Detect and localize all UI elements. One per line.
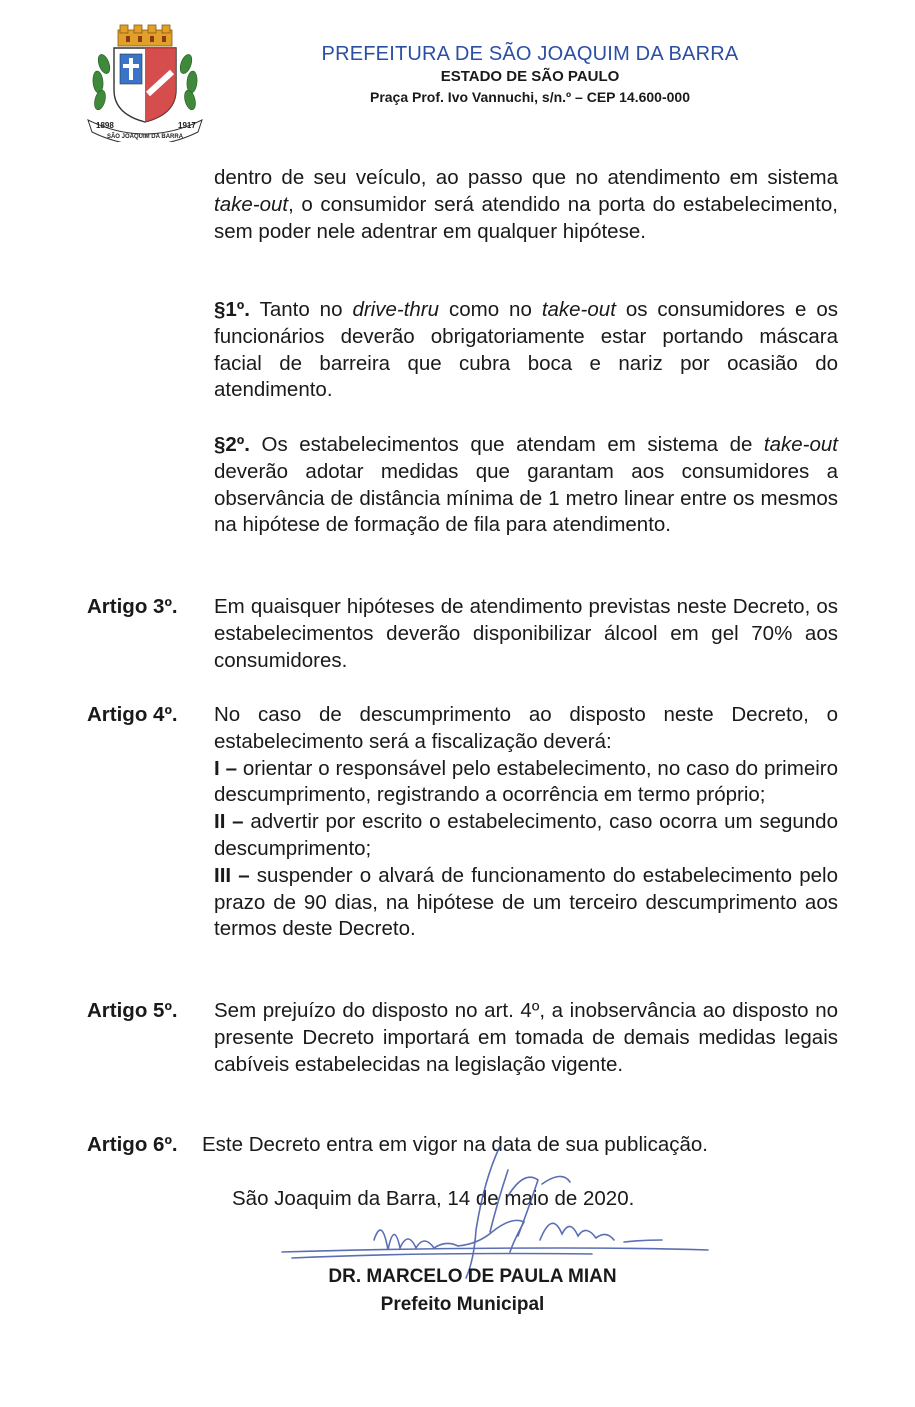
- article-4-label: Artigo 4º.: [87, 703, 178, 726]
- signer-role: Prefeito Municipal: [380, 1294, 545, 1315]
- paragraph-section-1: [214, 297, 838, 404]
- address-line: Praça Prof. Ivo Vannuchi, s/n.º – CEP 14.600-000: [369, 89, 690, 105]
- section-1-text-2: como no: [439, 298, 542, 321]
- article-4-item-1: [214, 756, 838, 810]
- article-6-text: Este Decreto entra em vigor na data de sua publicação.: [202, 1133, 708, 1156]
- article-4-item-3: [214, 863, 838, 943]
- intro-italic: take-out: [214, 192, 289, 216]
- crest-year-right: 1917: [178, 121, 196, 130]
- letterhead: [250, 42, 810, 107]
- item-1-number: I –: [214, 756, 237, 780]
- paragraph-section-2: [214, 432, 838, 539]
- crest-year-left: 1898: [96, 121, 114, 130]
- section-2-text-1: Os estabelecimentos que atendam em sistema de: [250, 433, 764, 456]
- city-hall-title: PREFEITURA DE SÃO JOAQUIM DA BARRA: [321, 43, 739, 65]
- article-4-text: No caso de descumprimento ao disposto neste Decreto, o estabelecimento será a fiscalização deverá:: [214, 703, 838, 753]
- section-1-italic-2: take-out: [541, 298, 616, 321]
- item-3-number: III –: [214, 863, 250, 887]
- item-1-text: orientar o responsável pelo estabelecimento, no caso do primeiro descumprimento, registrando a ocorrência em termo próprio;: [214, 756, 838, 807]
- article-3-label: Artigo 3º.: [87, 595, 178, 618]
- section-2-label: §2º.: [214, 433, 250, 456]
- section-1-text-1: Tanto no: [250, 298, 353, 321]
- municipal-coat-of-arms-icon: [82, 24, 208, 142]
- article-4-body: [214, 702, 838, 943]
- section-1-italic-1: drive-thru: [352, 298, 440, 321]
- item-2-number: II –: [214, 810, 244, 834]
- section-2-italic: take-out: [763, 433, 838, 456]
- article-5-label: Artigo 5º.: [87, 999, 178, 1022]
- section-1-text-3: os consumidores e os funcionários deverão obrigatoriamente estar portando máscara facial de barreira que cubra boca e nariz por ocasião do atendimento.: [214, 298, 838, 402]
- signer-name: DR. MARCELO DE PAULA MIAN: [328, 1266, 617, 1287]
- intro-text-1: dentro de seu veículo, ao passo que no atendimento em sistema: [214, 166, 838, 189]
- article-5-text: Sem prejuízo do disposto no art. 4º, a inobservância ao disposto no presente Decreto importará em tomada de demais medidas legais cabíveis estabelecidas na legislação vigente.: [214, 999, 838, 1076]
- article-6-label: Artigo 6º.: [87, 1133, 178, 1156]
- item-2-text: advertir por escrito o estabelecimento, caso ocorra um segundo descumprimento;: [214, 810, 838, 860]
- state-name: ESTADO DE SÃO PAULO: [440, 68, 620, 85]
- article-4-item-2: [214, 809, 838, 863]
- item-3-text: suspender o alvará de funcionamento do estabelecimento pelo prazo de 90 dias, na hipótese de um terceiro descumprimento aos termos deste Decreto.: [214, 863, 838, 941]
- handwritten-signature-icon: [262, 1140, 712, 1280]
- article-3-text: Em quaisquer hipóteses de atendimento previstas neste Decreto, os estabelecimentos deverão disponibilizar álcool em gel 70% aos consumidores.: [214, 595, 838, 672]
- crest-ribbon-text: SÃO JOAQUIM DA BARRA: [106, 134, 184, 140]
- place-and-date: São Joaquim da Barra, 14 de maio de 2020.: [232, 1187, 635, 1210]
- section-2-text-2: deverão adotar medidas que garantam aos consumidores a observância de distância mínima de 1 metro linear entre os mesmos na hipótese de formação de fila para atendimento.: [214, 459, 838, 537]
- paragraph-intro: [214, 165, 838, 245]
- intro-text-2: , o consumidor será atendido na porta do estabelecimento, sem poder nele adentrar em qualquer hipótese.: [214, 192, 838, 243]
- section-1-label: §1º.: [214, 298, 250, 321]
